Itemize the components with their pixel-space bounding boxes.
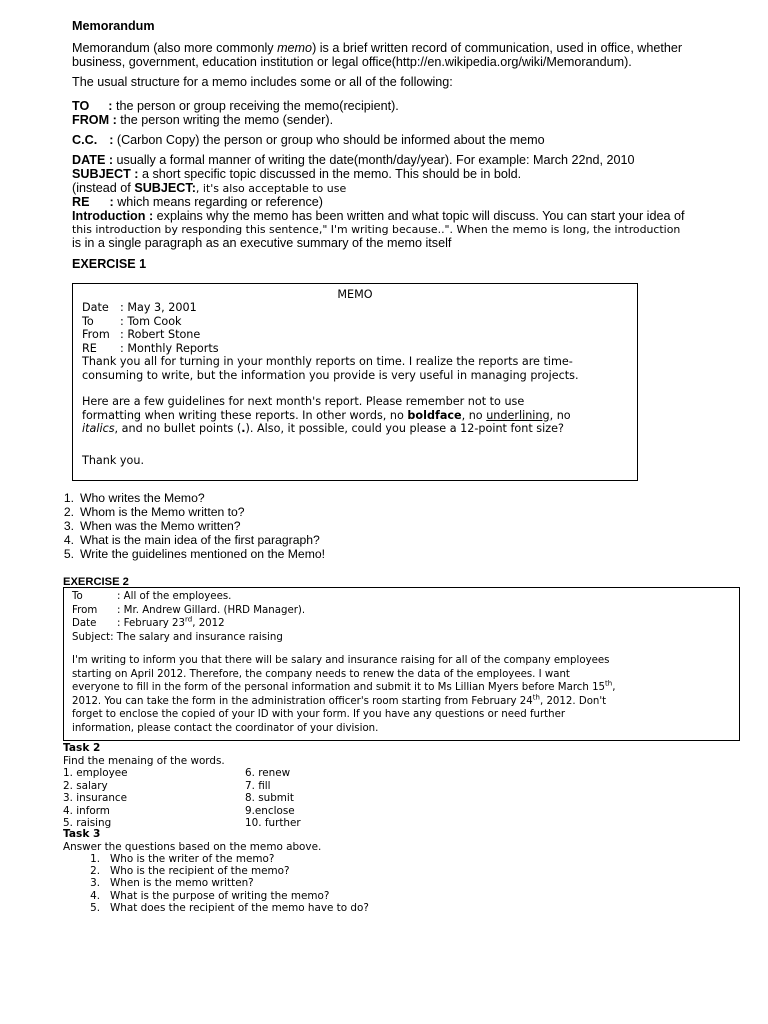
ex2-body-line-1: I'm writing to inform you that there will be salary and insurance raising for all of the company employees xyxy=(72,655,610,666)
definition-date: DATE : usually a formal manner of writing the date(month/day/year). For example: March 22nd, 2010 xyxy=(72,153,635,167)
question-text: What is the purpose of writing the memo? xyxy=(110,889,330,902)
word-left: 3. insurance xyxy=(63,792,128,804)
question-text: What is the main idea of the first paragraph? xyxy=(80,533,320,547)
task-3-question xyxy=(63,865,563,877)
task-3-question xyxy=(63,853,563,865)
word-right: 6. renew xyxy=(245,767,291,779)
task-2-word-list xyxy=(63,767,463,830)
word-left: 1. employee xyxy=(63,767,128,779)
definition-cc: C.C. : (Carbon Copy) the person or group who should be informed about the memo xyxy=(72,133,545,147)
ex2-body-line-5: forget to enclose the copied of your ID with your form. If you have any questions or need further xyxy=(72,709,566,720)
question-number: 4. xyxy=(90,889,100,902)
question-text: Write the guidelines mentioned on the Memo! xyxy=(80,547,326,561)
ex2-body-line-3: everyone to fill in the form of the personal information and submit it to Ms Lillian Myers before March 15th, xyxy=(72,679,616,693)
word-right: 10. further xyxy=(245,817,301,829)
question-text: Who writes the Memo? xyxy=(80,491,205,505)
memo-title: MEMO xyxy=(337,288,373,301)
question-number: 1. xyxy=(90,853,100,865)
definition-re: RE : which means regarding or reference) xyxy=(72,195,324,209)
task-3-heading: Task 3 xyxy=(63,828,101,840)
definition-to: TO : the person or group receiving the memo(recipient). xyxy=(72,99,399,113)
exercise-1-question xyxy=(52,491,325,505)
exercise-1-questions xyxy=(52,491,325,561)
exercise-1-memo-box xyxy=(72,283,638,481)
exercise-2-heading: EXERCISE 2 xyxy=(63,576,129,588)
ex2-date-row: Date : February 23rd, 2012 xyxy=(72,615,225,629)
memo-para2-line1: Here are a few guidelines for next month's report. Please remember not to use xyxy=(82,395,525,408)
memo-para2-line3: italics, and no bullet points (.). Also, it possible, could you please a 12-point font size? xyxy=(82,422,564,435)
intro-paragraph xyxy=(72,41,752,69)
exercise-2-memo-box xyxy=(63,587,740,741)
question-text: Who is the recipient of the memo? xyxy=(110,865,290,878)
memo-from-row: From : Robert Stone xyxy=(82,328,201,341)
task-3-question xyxy=(63,902,563,914)
memo-para2-line2: formatting when writing these reports. In other words, no boldface, no underlining, no xyxy=(82,408,571,422)
task-2-heading: Task 2 xyxy=(63,742,101,754)
memo-para1-line2: consuming to write, but the information you provide is very useful in managing projects. xyxy=(82,368,579,382)
exercise-2-memo-body xyxy=(72,590,734,735)
definition-introduction: Introduction : explains why the memo has been written and what topic will discuss. You can start your idea of xyxy=(72,209,685,223)
task-3-question xyxy=(63,877,563,889)
definition-block xyxy=(72,153,762,250)
ex2-from-row: From : Mr. Andrew Gillard. (HRD Manager). xyxy=(72,604,306,616)
task-2-instruction: Find the menaing of the words. xyxy=(63,754,225,767)
definition-to-from xyxy=(72,99,752,127)
word-left: 5. raising xyxy=(63,817,112,829)
exercise-1-question xyxy=(52,533,325,547)
question-number: 1. xyxy=(63,491,74,505)
task-3-instruction: Answer the questions based on the memo above. xyxy=(63,840,322,853)
ex2-body-line-2: starting on April 2012. Therefore, the company needs to renew the data of the employees. I want xyxy=(72,668,570,680)
question-number: 4. xyxy=(63,533,74,547)
task-3-question xyxy=(63,890,563,902)
definition-instead: (instead of SUBJECT:, it's also acceptable to use xyxy=(72,181,347,195)
exercise-1-heading: EXERCISE 1 xyxy=(72,257,147,271)
memo-re-row: RE : Monthly Reports xyxy=(82,341,219,355)
memo-thanks: Thank you. xyxy=(82,453,145,467)
task-3 xyxy=(63,828,563,914)
exercise-1-question xyxy=(52,505,325,519)
question-number: 3. xyxy=(90,877,100,890)
word-right: 9.enclose xyxy=(245,804,295,817)
memo-body xyxy=(82,301,632,467)
question-text: What does the recipient of the memo have to do? xyxy=(110,901,369,914)
word-left: 2. salary xyxy=(63,779,108,792)
question-text: Whom is the Memo written to? xyxy=(80,505,245,519)
memo-to-row: To : Tom Cook xyxy=(82,314,182,328)
task-2-word-row xyxy=(63,767,463,780)
question-number: 2. xyxy=(63,505,74,519)
ex2-to-row: To : All of the employees. xyxy=(72,591,232,602)
definition-introduction-line-3: is in a single paragraph as an executive summary of the memo itself xyxy=(72,236,452,250)
definition-from: FROM : the person writing the memo (sender). xyxy=(72,113,334,127)
exercise-1-question xyxy=(52,519,325,533)
question-text: Who is the writer of the memo? xyxy=(110,853,275,865)
memo-para1-line1: Thank you all for turning in your monthly reports on time. I realize the reports are time- xyxy=(82,355,573,368)
definition-introduction-line-2: this introduction by responding this sentence," I'm writing because..". When the memo is long, the introduction xyxy=(72,223,681,236)
intro-line-2: business, government, education institution or legal office(http://en.wikipedia.org/wiki/Memorandum). xyxy=(72,55,632,69)
intro-line-1: Memorandum (also more commonly memo) is a brief written record of communication, used in office, whether xyxy=(72,41,683,55)
word-left: 4. inform xyxy=(63,804,110,817)
ex2-body-line-6: information, please contact the coordinator of your division. xyxy=(72,722,379,734)
question-number: 5. xyxy=(90,901,100,914)
question-number: 3. xyxy=(63,519,74,533)
word-right: 7. fill xyxy=(245,779,271,792)
question-text: When is the memo written? xyxy=(110,877,254,890)
structure-line: The usual structure for a memo includes some or all of the following: xyxy=(72,75,453,89)
task-2 xyxy=(63,742,463,830)
task-2-word-row xyxy=(63,780,463,793)
question-text: When was the Memo written? xyxy=(80,519,241,533)
memo-date-row: Date : May 3, 2001 xyxy=(82,301,197,314)
task-3-question-list xyxy=(63,853,563,914)
question-number: 2. xyxy=(90,865,100,878)
task-2-word-row xyxy=(63,792,463,805)
question-number: 5. xyxy=(63,547,74,561)
exercise-1-question xyxy=(52,547,325,561)
definition-subject: SUBJECT : a short specific topic discussed in the memo. This should be in bold. xyxy=(72,167,522,181)
ex2-subject-row: Subject: The salary and insurance raising xyxy=(72,631,283,643)
word-right: 8. submit xyxy=(245,792,294,804)
page-title: Memorandum xyxy=(72,19,155,33)
task-2-word-row xyxy=(63,805,463,818)
ex2-body-line-4: 2012. You can take the form in the administration officer's room starting from February 24th, 2012. Don't xyxy=(72,693,607,707)
